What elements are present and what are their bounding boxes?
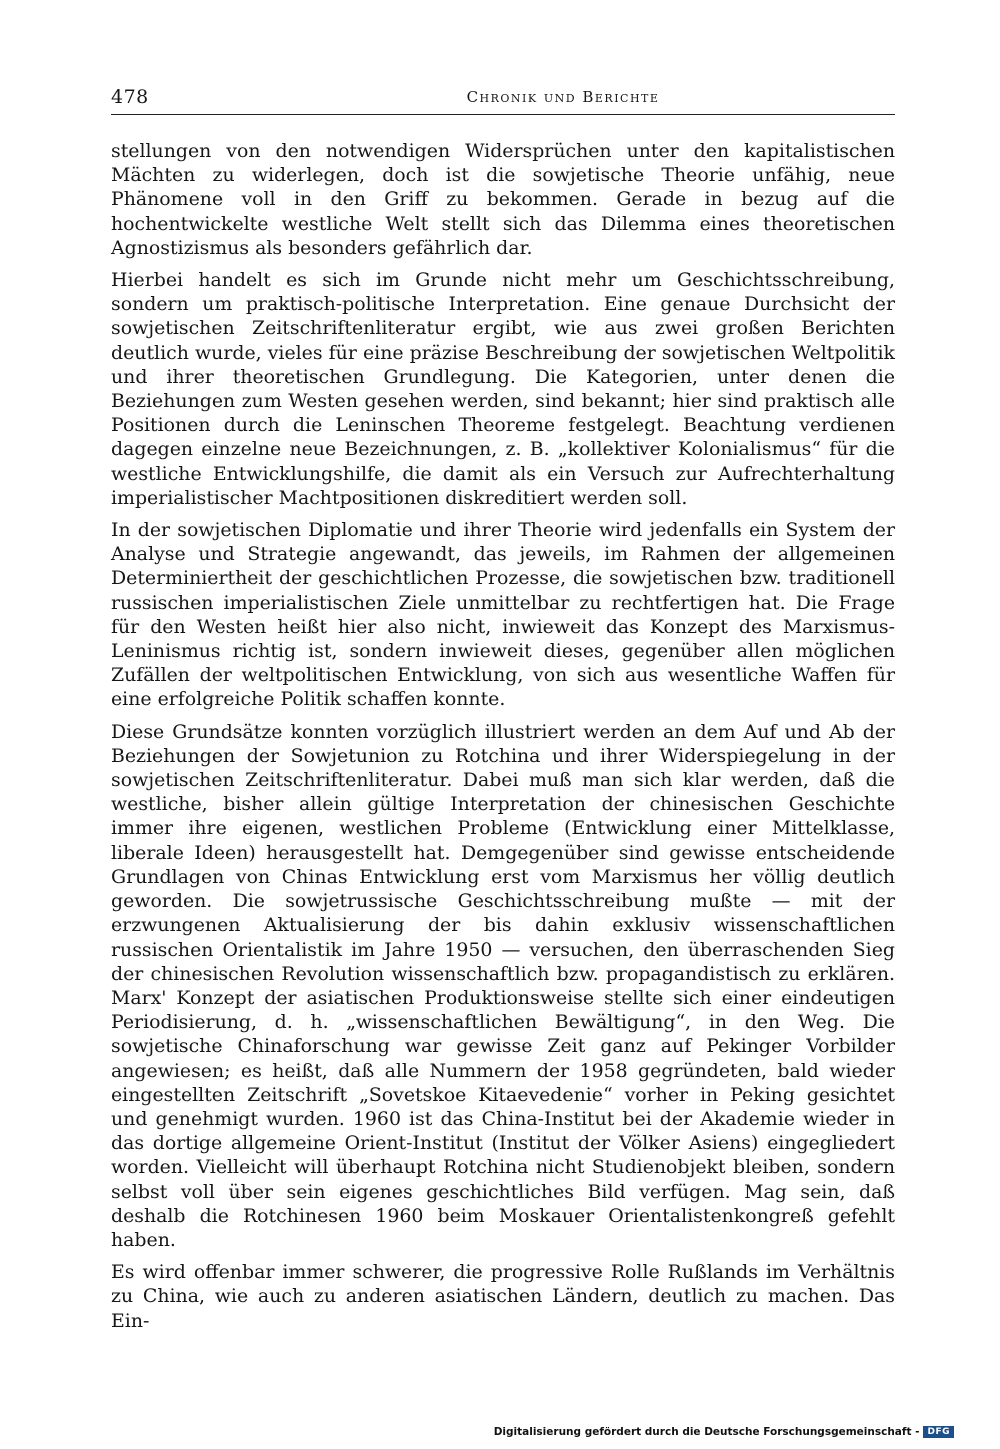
body-text [111,139,895,1341]
paragraph: In der sowjetischen Diplomatie und ihrer Theorie wird jedenfalls ein System der Analyse und Strategie angewandt, das jeweils, im Rahmen der allgemeinen Determiniertheit der geschichtlichen Prozesse, die sowjetischen bzw. traditionell russischen imperialistischen Ziele unmittelbar zu rechtfertigen hat. Die Frage für den Westen heißt hier also nicht, inwieweit das Konzept des Marxismus-Leninismus richtig ist, sondern inwieweit dieses, gegenüber allen möglichen Zufällen der weltpolitischen Entwicklung, von sich aus wesentliche Waffen für eine erfolgreiche Politik schaffen konnte. [111,519,895,711]
digitization-footer [494,1426,954,1438]
running-title: Chronik und Berichte [466,88,660,106]
paragraph: Diese Grundsätze konnten vorzüglich illustriert werden an dem Auf und Ab der Beziehungen der Sowjetunion zu Rotchina und ihrer Widerspiegelung in der sowjetischen Zeitschriftenliteratur. Dabei muß man sich klar werden, daß die westliche, bisher allein gültige Interpretation der chinesischen Geschichte immer ihre eigenen, westlichen Probleme (Entwicklung einer Mittelklasse, liberale Ideen) herausgestellt hat. Demgegenüber sind gewisse entscheidende Grundlagen von Chinas Entwicklung erst vom Marxismus her völlig deutlich geworden. Die sowjetrussische Geschichtsschreibung mußte — mit der erzwungenen Aktualisierung der bis dahin exklusiv wissenschaftlichen russischen Orientalistik im Jahre 1950 — versuchen, den überraschenden Sieg der chinesischen Revolution wissenschaftlich bzw. propagandistisch zu erklären. Marx' Konzept der asiatischen Produktionsweise stellte sich einer eindeutigen Periodisierung, d. h. „wissenschaftlichen Bewältigung“, in den Weg. Die sowjetische Chinaforschung war gewisse Zeit ganz auf Pekinger Vorbilder angewiesen; es heißt, daß alle Nummern der 1958 gegründeten, bald wieder eingestellten Zeitschrift „Sovetskoe Kitaevedenie“ vorher in Peking gesichtet und genehmigt wurden. 1960 ist das China-Institut bei der Akademie wieder in das dortige allgemeine Orient-Institut (Institut der Völker Asiens) eingegliedert worden. Vielleicht will überhaupt Rotchina nicht Studienobjekt bleiben, sondern selbst voll über sein eigenes geschichtliches Bild verfügen. Mag sein, daß deshalb die Rotchinesen 1960 beim Moskauer Orientalistenkongreß gefehlt haben. [111,720,895,1251]
page-number: 478 [111,86,149,108]
dfg-logo: DFG [923,1426,954,1438]
page-header [111,84,895,115]
paragraph: stellungen von den notwendigen Widersprüchen unter den kapitalistischen Mächten zu widerlegen, doch ist die sowjetische Theorie unfähig, neue Phänomene voll in den Griff zu bekommen. Gerade in bezug auf die hochentwickelte westliche Welt stellt sich das Dilemma eines theoretischen Agnostizismus als besonders gefährlich dar. [111,140,895,259]
paragraph: Es wird offenbar immer schwerer, die progressive Rolle Rußlands im Verhältnis zu China, wie auch zu anderen asiatischen Ländern, deutlich zu machen. Das Ein- [111,1261,895,1332]
footer-note-text: Digitalisierung gefördert durch die Deutsche Forschungsgemeinschaft - [493,1426,920,1438]
paragraph: Hierbei handelt es sich im Grunde nicht mehr um Geschichtsschreibung, sondern um praktisch-politische Interpretation. Eine genaue Durchsicht der sowjetischen Zeitschriftenliteratur ergibt, wie aus zwei großen Berichten deutlich wurde, vieles für eine präzise Beschreibung der sowjetischen Weltpolitik und ihrer theoretischen Grundlegung. Die Kategorien, unter denen die Beziehungen zum Westen gesehen werden, sind bekannt; hier sind praktisch alle Positionen durch die Leninschen Theoreme festgelegt. Beachtung verdienen dagegen einzelne neue Bezeichnungen, z. B. „kollektiver Kolonialismus“ für die westliche Entwicklungshilfe, die damit als ein Versuch zur Aufrechterhaltung imperialistischer Machtpositionen diskreditiert werden soll. [111,269,895,509]
